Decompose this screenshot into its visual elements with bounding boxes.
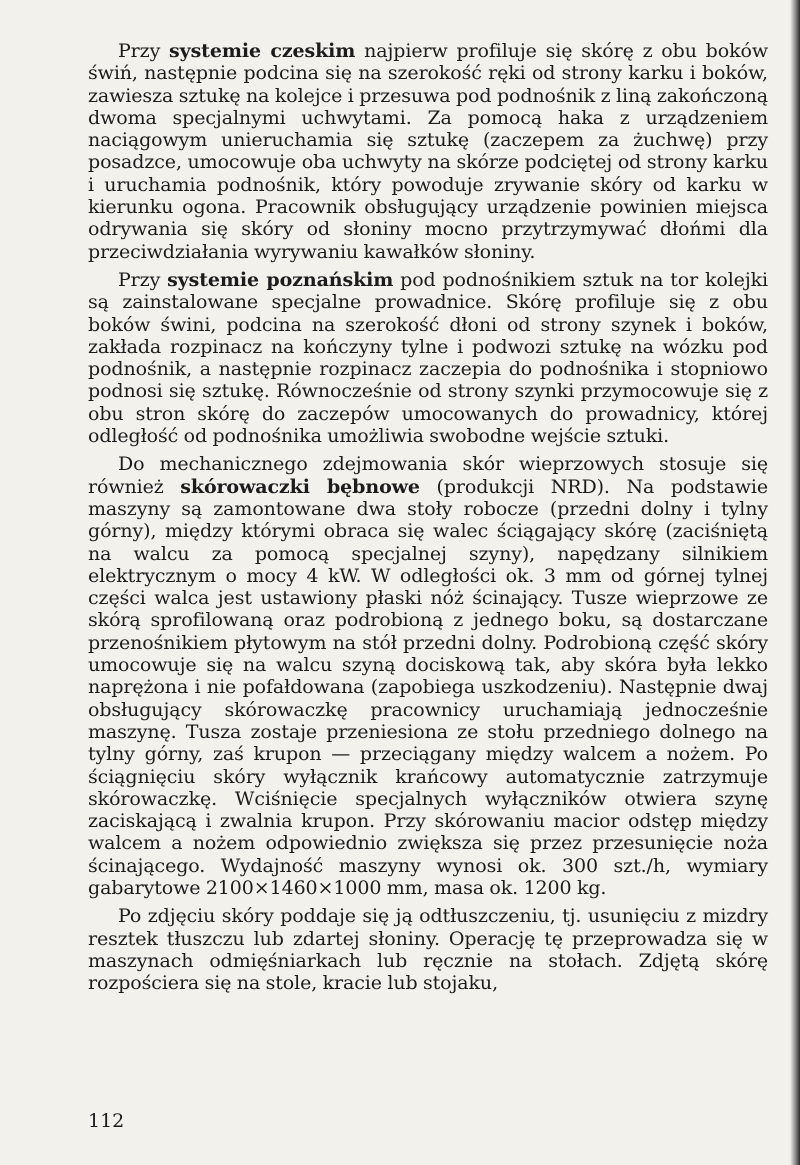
paragraph-text: (produkcji NRD). Na podstawie maszyny są zamontowane dwa stoły robocze (przedni dolny i tylny górny), między którymi obraca się walec ściągający skórę (zaciśniętą na walcu za pomocą specjalnej szyny), napędzany silnikiem elektrycznym o mocy 4 kW. W odległości ok. 3 mm od górnej tylnej części walca jest ustawiony płaski nóż ścinający. Tusze wieprzowe ze skórą sprofilowaną oraz podrobioną z jednego boku, są dostarczane przenośnikiem płytowym na stół przedni dolny. Podrobioną część skóry umocowuje się na walcu szyną dociskową tak, aby skóra była lekko naprężona i nie pofałdowana (zapobiega uszkodzeniu). Następnie dwaj obsługujący skórowaczkę pracownicy uruchamiają jednocześnie maszynę. Tusza zostaje przeniesiona ze stołu przedniego dolnego na tylny górny, zaś krupon — przeciągany między walcem a nożem. Po ściągnięciu skóry wyłącznik krańcowy automatycznie zatrzymuje skórowaczkę. Wciśnięcie specjalnych wyłączników otwiera szynę zaciskającą i zwalnia krupon. Przy skórowaniu macior odstęp między walcem a nożem odpowiednio zwiększa się przez przesunięcie noża ścinającego. Wydajność maszyny wynosi ok. 300 szt./h, wymiary gabarytowe 2100×1460×1000 mm, masa ok. 1200 kg. bbox=[88, 475, 768, 899]
bold-term: skórowaczki bębnowe bbox=[180, 475, 420, 498]
paragraph-drum-skinner bbox=[88, 453, 768, 899]
paragraph-text: Przy bbox=[118, 40, 170, 62]
bold-term: systemie czeskim bbox=[169, 40, 356, 62]
bold-term: systemie poznańskim bbox=[167, 268, 394, 291]
paragraph-text: pod podnośnikiem sztuk na tor kolejki są zainstalowane specjalne prowadnice. Skórę profiluje się z obu boków świni, podcina na szerokość dłoni od strony szynek i boków, zakłada rozpinacz na kończyny tylne i podwozi sztukę na wózku pod podnośnik, a następnie rozpinacz zaczepia do podnośnika i stopniowo podnosi się sztukę. Równocześnie od strony szynki przymocowuje się z obu stron skórę do zaczepów umocowanych do prowadnicy, której odległość od podnośnika umożliwia swobodne wejście sztuki. bbox=[88, 268, 768, 448]
paragraph-degreasing bbox=[88, 905, 768, 994]
page-edge-shadow bbox=[790, 0, 800, 1165]
page-body bbox=[88, 40, 768, 1000]
paragraph-text: najpierw profiluje się skórę z obu boków świń, następnie podcina się na szerokość ręki od strony karku i boków, zawiesza sztukę na kolejce i przesuwa pod podnośnik z liną zakończoną dwoma specjalnymi uchwytami. Za pomocą haka z urządzeniem naciągowym unieruchamia się sztukę (zaczepem za żuchwę) przy posadzce, umocowuje oba uchwyty na skórze podciętej od strony karku i uruchamia podnośnik, który powoduje zrywanie skóry od karku w kierunku ogona. Pracownik obsługujący urządzenie powinien miejsca odrywania się skóry od słoniny mocno przytrzymywać dłońmi dla przeciwdziałania wyrywaniu kawałków słoniny. bbox=[88, 40, 768, 263]
paragraph-text: Po zdjęciu skóry poddaje się ją odtłuszczeniu, tj. usunięciu z mizdry resztek tłuszczu lub zdartej słoniny. Operację tę przeprowadza się w maszynach odmięśniarkach lub ręcznie na stołach. Zdjętą skórę rozpościera się na stole, kracie lub stojaku, bbox=[88, 905, 768, 995]
paragraph-text: Do mechanicznego zdejmowania skór wieprzowych stosuje się również bbox=[88, 453, 768, 498]
paragraph-poznan-system bbox=[88, 269, 768, 447]
paragraph-text: Przy bbox=[118, 268, 168, 291]
page-number: 112 bbox=[88, 1110, 125, 1132]
paragraph-czech-system bbox=[88, 40, 768, 263]
